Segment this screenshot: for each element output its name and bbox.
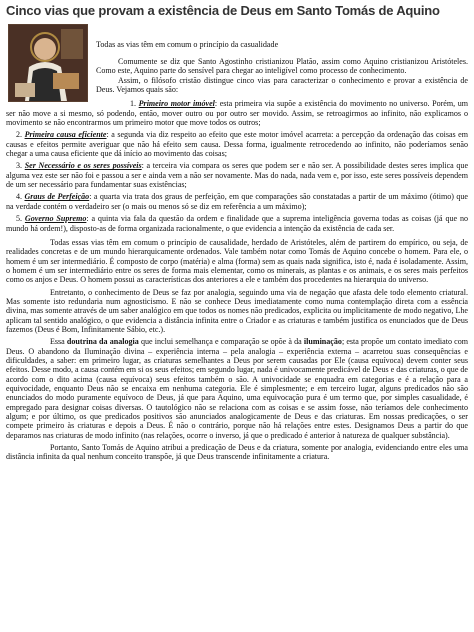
way-item-5: 5. Governo Supremo: a quinta via fala da questão da ordem e finalidade que a suprema inteligência governa todas as coisas (já que no mundo há ordem!), disposto-as de forma organizada racionalmente, o que evidencia a intenção da existência de cada ser. bbox=[6, 214, 468, 233]
way-item-2: 2. Primeira causa eficiente: a segunda via diz respeito ao efeito que este motor imóvel acarreta: a percepção da ordenação das coisas em causas e efeitos permite averiguar que não há efeito sem causa. Dessa forma, igualmente retrocedendo ao infinito, não poderíamos senão chegar a uma causa eficiente que dá início ao movimento das coisas; bbox=[6, 130, 469, 159]
way-heading: Ser Necessário e os seres possíveis bbox=[24, 161, 142, 171]
intro-paragraph-2: Assim, o filósofo cristão distingue cinco vias para caracterizar o conhecimento e provar a existência de Deus. Vejamos quais são: bbox=[96, 75, 468, 95]
way-item-4: 4. Graus de Perfeição: a quarta via trata dos graus de perfeição, em que comparações são constatadas a partir de um máximo (ótimo) que na verdade contém o verdadeiro ser (o mais ou menos só se diz em referência a um máximo); bbox=[6, 192, 468, 211]
paragraph-all-ways: Todas essas vias têm em comum o princípio de causalidade, herdado de Aristóteles, além de partirem do empírico, ou seja, de realidades concretas e de um mundo hierarquicamente ordenados. Vale também notar como Tomás de Aquino concebe o homem. Para ele, o homem é um ser intermediário. É composto de corpo (matéria) e alma (forma) sem as quais nada significa, isto é, nada é isoladamente. Assim, o homem é um ser intermediário entre os seres de forma mais elementar, como os minerais, as plantas e os animais, e os seres mais perfeitos como os anjos e Deus. O homem possui as características dos anteriores a ele e também dos procedentes na hierarquia do universo. bbox=[6, 237, 468, 285]
document-subtitle: Todas as vias têm em comum o princípio da casualidade bbox=[96, 40, 279, 49]
paragraph-analogy-doctrine: Essa doutrina da analogia que inclui semelhança e comparação se opõe à da iluminação; esta propõe um contato imediato com Deus. O abandono da Iluminação divina – experiência interna – pela analogia – experiência externa – acarretou suas consequências e dificuldades, a saber: em primeiro lugar, as criaturas semelhantes a Deus por serem causadas por Ele (causa equívoca) devem conter seus efeitos. Desse modo, a causa contém em si os seus efeitos; em segundo lugar, nada é univocamente predicável de Deus e das criaturas, o que de acordo com o dito acima (causa equívoca) seus efeitos também o são. A univocidade se enquadra em categorias e é a relação para a equivocidade, enquanto Deus não se encaixa em nenhuma categoria. Ele é simplesmente; e em terceiro lugar, alguns predicados não são enunciados do modo puramente equívoco de Deus, já que para Aquino, uma equivocação pura é um termo que, por simples casualidade, é empregado para designar coisas diversas. O tautológico não se relaciona com as coisas e se assim fosse, não teríamos dele conhecimento algum; e por último, os que predicados positivos são anunciados analogicamente de Deus e das criaturas. Em nossas predicações, o ser compete primeiro às criaturas e depois a Deus. É não o contrário, porque não há relações entre estes. Designamos Deus a partir do que deparamos nas criaturas de modo infinito (nas relações, ocorre o inverso, já que o predicado é anterior à natureza de qualquer substância). bbox=[6, 337, 469, 440]
way-item-1: 1. Primeiro motor imóvel: esta primeira via supõe a existência do movimento no universo. Porém, um ser não move a si mesmo, só podendo, então, mover outro ou por outro ser movido. Assim, se retroagirmos ao infinito, não explicamos o movimento se não encontrarmos um primeiro motor que move todos os outros; bbox=[6, 99, 468, 128]
paragraph-analogy-knowledge: Entretanto, o conhecimento de Deus se faz por analogia, seguindo uma via de negação que afasta dele todo elemento criatural. Mas somente isto redundaria num agnosticismo. E não se conhece Deus imediatamente como numa contemplação direta com a essência divina, mas somente através de um saber analógico em que todos os nomes não predicados, explicita ou implicitamente de modo negativo, Lhe aplicam tal sentido analógico, o que evidencia a distância infinita entre o Criador e as criaturas e também justifica os enunciados que de Deus fazemos (Deus é Bom, Infinitamente Sábio, etc.). bbox=[6, 287, 468, 334]
way-heading: Graus de Perfeição bbox=[24, 192, 90, 202]
paragraph-conclusion: Portanto, Santo Tomás de Aquino atribui a predicação de Deus e da criatura, somente por analogia, evidenciando entre eles uma distância infinita da qual nenhum conceito transpõe, já que Deus transcende infinitamente a criatura. bbox=[6, 443, 468, 462]
way-heading: Governo Supremo bbox=[24, 214, 87, 224]
term-analogy: doutrina da analogia bbox=[66, 337, 139, 347]
document-title: Cinco vias que provam a existência de Deus em Santo Tomás de Aquino bbox=[6, 3, 440, 18]
way-item-3: 3. Ser Necessário e os seres possíveis: a terceira via compara os seres que podem ser e não ser. A possibilidade destes seres implica que alguma vez este ser não foi e passou a ser e ainda vem a não ser novamente. Mas do nada, nada vem e, por isso, este seres possíveis dependem de um ser necessário para fundamentar suas existências; bbox=[6, 161, 469, 190]
document-body bbox=[6, 57, 468, 462]
way-heading: Primeira causa eficiente bbox=[24, 130, 107, 140]
intro-paragraph-1: Comumente se diz que Santo Agostinho cristianizou Platão, assim como Aquino cristianizou Aristóteles. Como este, Aquino parte do sensível para chegar ao inteligível como processo de conhecimento. bbox=[96, 57, 468, 76]
term-illumination: iluminação bbox=[303, 337, 342, 347]
way-heading: Primeiro motor imóvel bbox=[138, 99, 215, 109]
